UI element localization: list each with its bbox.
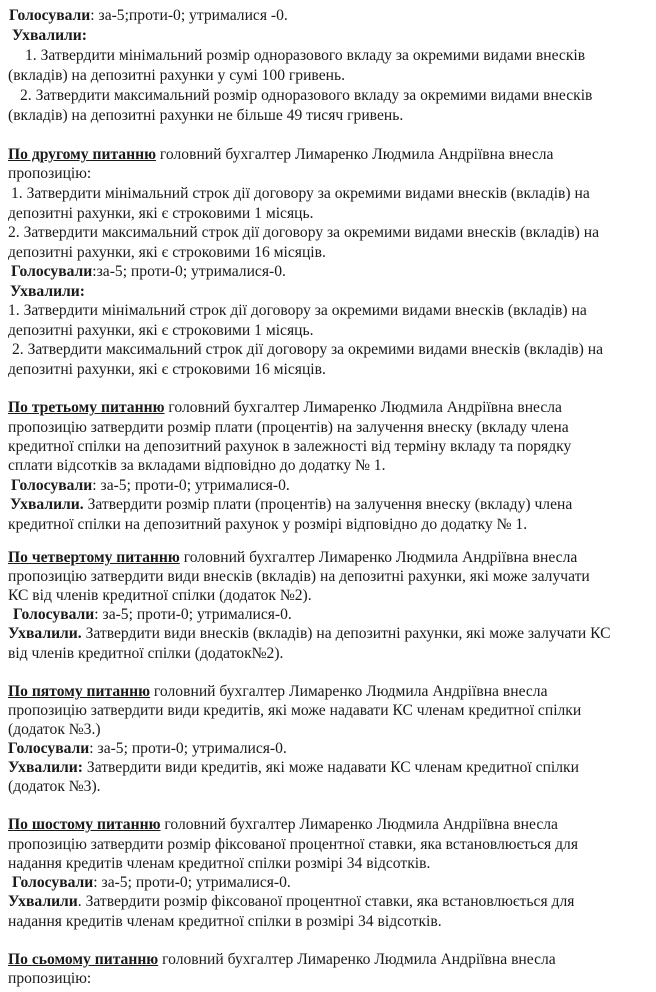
text: КС від членів кредитної спілки (додаток №2). [8, 587, 312, 604]
vote-label: Голосували [13, 606, 95, 623]
text: головний бухгалтер Лимаренко Людмила Андріївна внесла [158, 951, 556, 968]
q2-intro-line1 [8, 145, 553, 165]
q5-decided-line1 [8, 758, 579, 778]
vote-label: Голосували [8, 740, 90, 757]
text: пропозицію: [8, 970, 92, 987]
q6-intro-line2 [8, 835, 578, 855]
vote-line-q5 [8, 739, 287, 759]
q4-decided-line1 [8, 624, 611, 644]
q4-intro-line3 [8, 586, 312, 606]
text: 1. Затвердити мінімальний розмір одноразового вкладу за окремими видами внесків [25, 47, 586, 64]
vote-text: : за-5; проти-0; утрималися-0. [93, 874, 291, 891]
text: 2. Затвердити максимальний строк дії договору за окремими видами внесків (вкладів) на [12, 341, 604, 358]
vote-line-q6 [12, 873, 291, 893]
q3-decided-line2 [8, 515, 527, 535]
q3-intro-line2 [8, 418, 569, 438]
q6-decided-line2 [8, 912, 442, 932]
text: . Затвердити розмір фіксованої процентної ставки, яка встановлюється для [77, 893, 575, 910]
q7-intro-line1 [8, 950, 556, 970]
q6-intro-line3 [8, 854, 430, 874]
q7-intro-line2 [8, 969, 91, 989]
q3-intro-line1 [8, 398, 562, 418]
decided-label: Ухвалили. [8, 625, 82, 642]
text: (вкладів) на депозитні рахунки у сумі 100 гривень. [8, 67, 345, 84]
q3-intro-line4 [8, 456, 385, 476]
section-heading: По шостому питанню [8, 816, 161, 833]
q6-intro-line1 [8, 815, 558, 835]
decided-label-q2 [10, 282, 85, 302]
text: головний бухгалтер Лимаренко Людмила Андріївна внесла [150, 683, 548, 700]
vote-line-q1 [9, 6, 288, 26]
section-heading: По четвертому питанню [8, 549, 180, 566]
text: депозитні рахунки, які є строковими 1 місяць. [8, 322, 314, 339]
text: Затвердити види кредитів, які може надавати КС членам кредитної спілки [82, 759, 579, 776]
section-heading: По сьомому питанню [8, 951, 159, 968]
text: (додаток №3.) [8, 721, 101, 738]
text: надання кредитів членам кредитної спілки в розмірі 34 відсотків. [8, 913, 442, 930]
vote-text: : за-5; проти-0; утрималися-0. [94, 606, 292, 623]
q4-decided-line2 [8, 644, 283, 664]
text: 1. Затвердити мінімальний строк дії договору за окремими видами внесків (вкладів) на [11, 185, 590, 202]
section-heading: По пятому питанню [8, 683, 151, 700]
section-heading: По третьому питанню [8, 399, 165, 416]
text: Затвердити види внесків (вкладів) на депозитні рахунки, які може залучати КС [81, 625, 611, 642]
q2-d2-line1 [12, 340, 603, 360]
text: пропозицію затвердити розмір фіксованої процентної ставки, яка встановлюється для [8, 836, 578, 853]
q5-intro-line1 [8, 682, 548, 702]
q2-d1-line2 [8, 321, 314, 341]
text: (додаток №3). [8, 778, 101, 795]
decided-label: Ухвалили. [10, 496, 84, 513]
text: депозитні рахунки, які є строковими 16 місяців. [8, 244, 326, 261]
q2-d1-line1 [8, 301, 587, 321]
text: пропозицію: [8, 165, 92, 182]
vote-line-q3 [11, 476, 290, 496]
text: головний бухгалтер Лимаренко Людмила Андріївна внесла [164, 399, 562, 416]
q2-p2-line1 [8, 223, 599, 243]
text: пропозицію затвердити розмір плати (процентів) на залучення внеску (вкладу члена [8, 419, 569, 436]
text: головний бухгалтер Лимаренко Людмила Андріївна внесла [179, 549, 578, 566]
q5-intro-line3 [8, 720, 101, 740]
text: 2. Затвердити максимальний розмір одноразового вкладу за окремими видами внесків [20, 87, 593, 104]
vote-text: : за-5; проти-0; утрималися-0. [92, 477, 290, 494]
section-heading: По другому питанню [8, 146, 156, 163]
vote-text: : за-5; проти-0; утрималися-0. [89, 740, 287, 757]
text: кредитної спілки на депозитний рахунок у розмірі відповідно до додатку № 1. [8, 516, 528, 533]
decided-label: Ухвалили: [10, 283, 85, 300]
q1-item1-line2 [8, 66, 345, 86]
q4-intro-line2 [8, 567, 590, 587]
q2-intro-line2 [8, 164, 91, 184]
text: надання кредитів членам кредитної спілки розмірі 34 відсотків. [8, 855, 431, 872]
decided-label: Ухвалили: [12, 27, 87, 44]
vote-label: Голосували [11, 263, 93, 280]
vote-line-q4 [13, 605, 292, 625]
text: кредитної спілки на депозитний рахунок в залежності від терміну вкладу та порядку [8, 438, 572, 455]
q4-intro-line1 [8, 548, 577, 568]
q2-d2-line2 [8, 360, 326, 380]
text: Затвердити розмір плати (процентів) на залучення внеску (вкладу) члена [83, 496, 573, 513]
vote-label: Голосували [12, 874, 94, 891]
decided-label: Ухвалили: [8, 759, 83, 776]
text: пропозицію затвердити види кредитів, які може надавати КС членам кредитної спілки [8, 702, 582, 719]
vote-label: Голосували [9, 7, 91, 24]
vote-label: Голосували [11, 477, 93, 494]
text: головний бухгалтер Лимаренко Людмила Андріївна внесла [156, 146, 554, 163]
q3-decided-line1 [10, 495, 572, 515]
q2-p1-line1 [11, 184, 590, 204]
vote-text: : за-5;проти-0; утрималися -0. [90, 7, 288, 24]
q3-intro-line3 [8, 437, 571, 457]
q2-p1-line2 [8, 204, 314, 224]
text: (вкладів) на депозитні рахунки не більше 49 тисяч гривень. [8, 107, 404, 124]
q5-decided-line2 [8, 777, 101, 797]
q1-item2-line1 [20, 86, 592, 106]
text: головний бухгалтер Лимаренко Людмила Андріївна внесла [160, 816, 558, 833]
decided-label: Ухвалили [8, 893, 78, 910]
text: пропозицію затвердити види внесків (вкладів) на депозитні рахунки, які може залучати [8, 568, 590, 585]
text: від членів кредитної спілки (додаток№2). [8, 645, 284, 662]
text: 1. Затвердити мінімальний строк дії договору за окремими видами внесків (вкладів) на [8, 302, 587, 319]
q1-item1-line1 [25, 46, 585, 66]
text: депозитні рахунки, які є строковими 16 місяців. [8, 361, 326, 378]
q1-item2-line2 [8, 106, 403, 126]
text: сплати відсотків за вкладами відповідно до додатку № 1. [8, 457, 386, 474]
text: депозитні рахунки, які є строковими 1 місяць. [8, 205, 314, 222]
vote-text: :за-5; проти-0; утрималися-0. [92, 263, 286, 280]
q5-intro-line2 [8, 701, 581, 721]
vote-line-q2 [11, 262, 286, 282]
decided-label-q1 [12, 26, 87, 46]
q2-p2-line2 [8, 243, 326, 263]
text: 2. Затвердити максимальний строк дії договору за окремими видами внесків (вкладів) на [8, 224, 600, 241]
q6-decided-line1 [8, 892, 574, 912]
